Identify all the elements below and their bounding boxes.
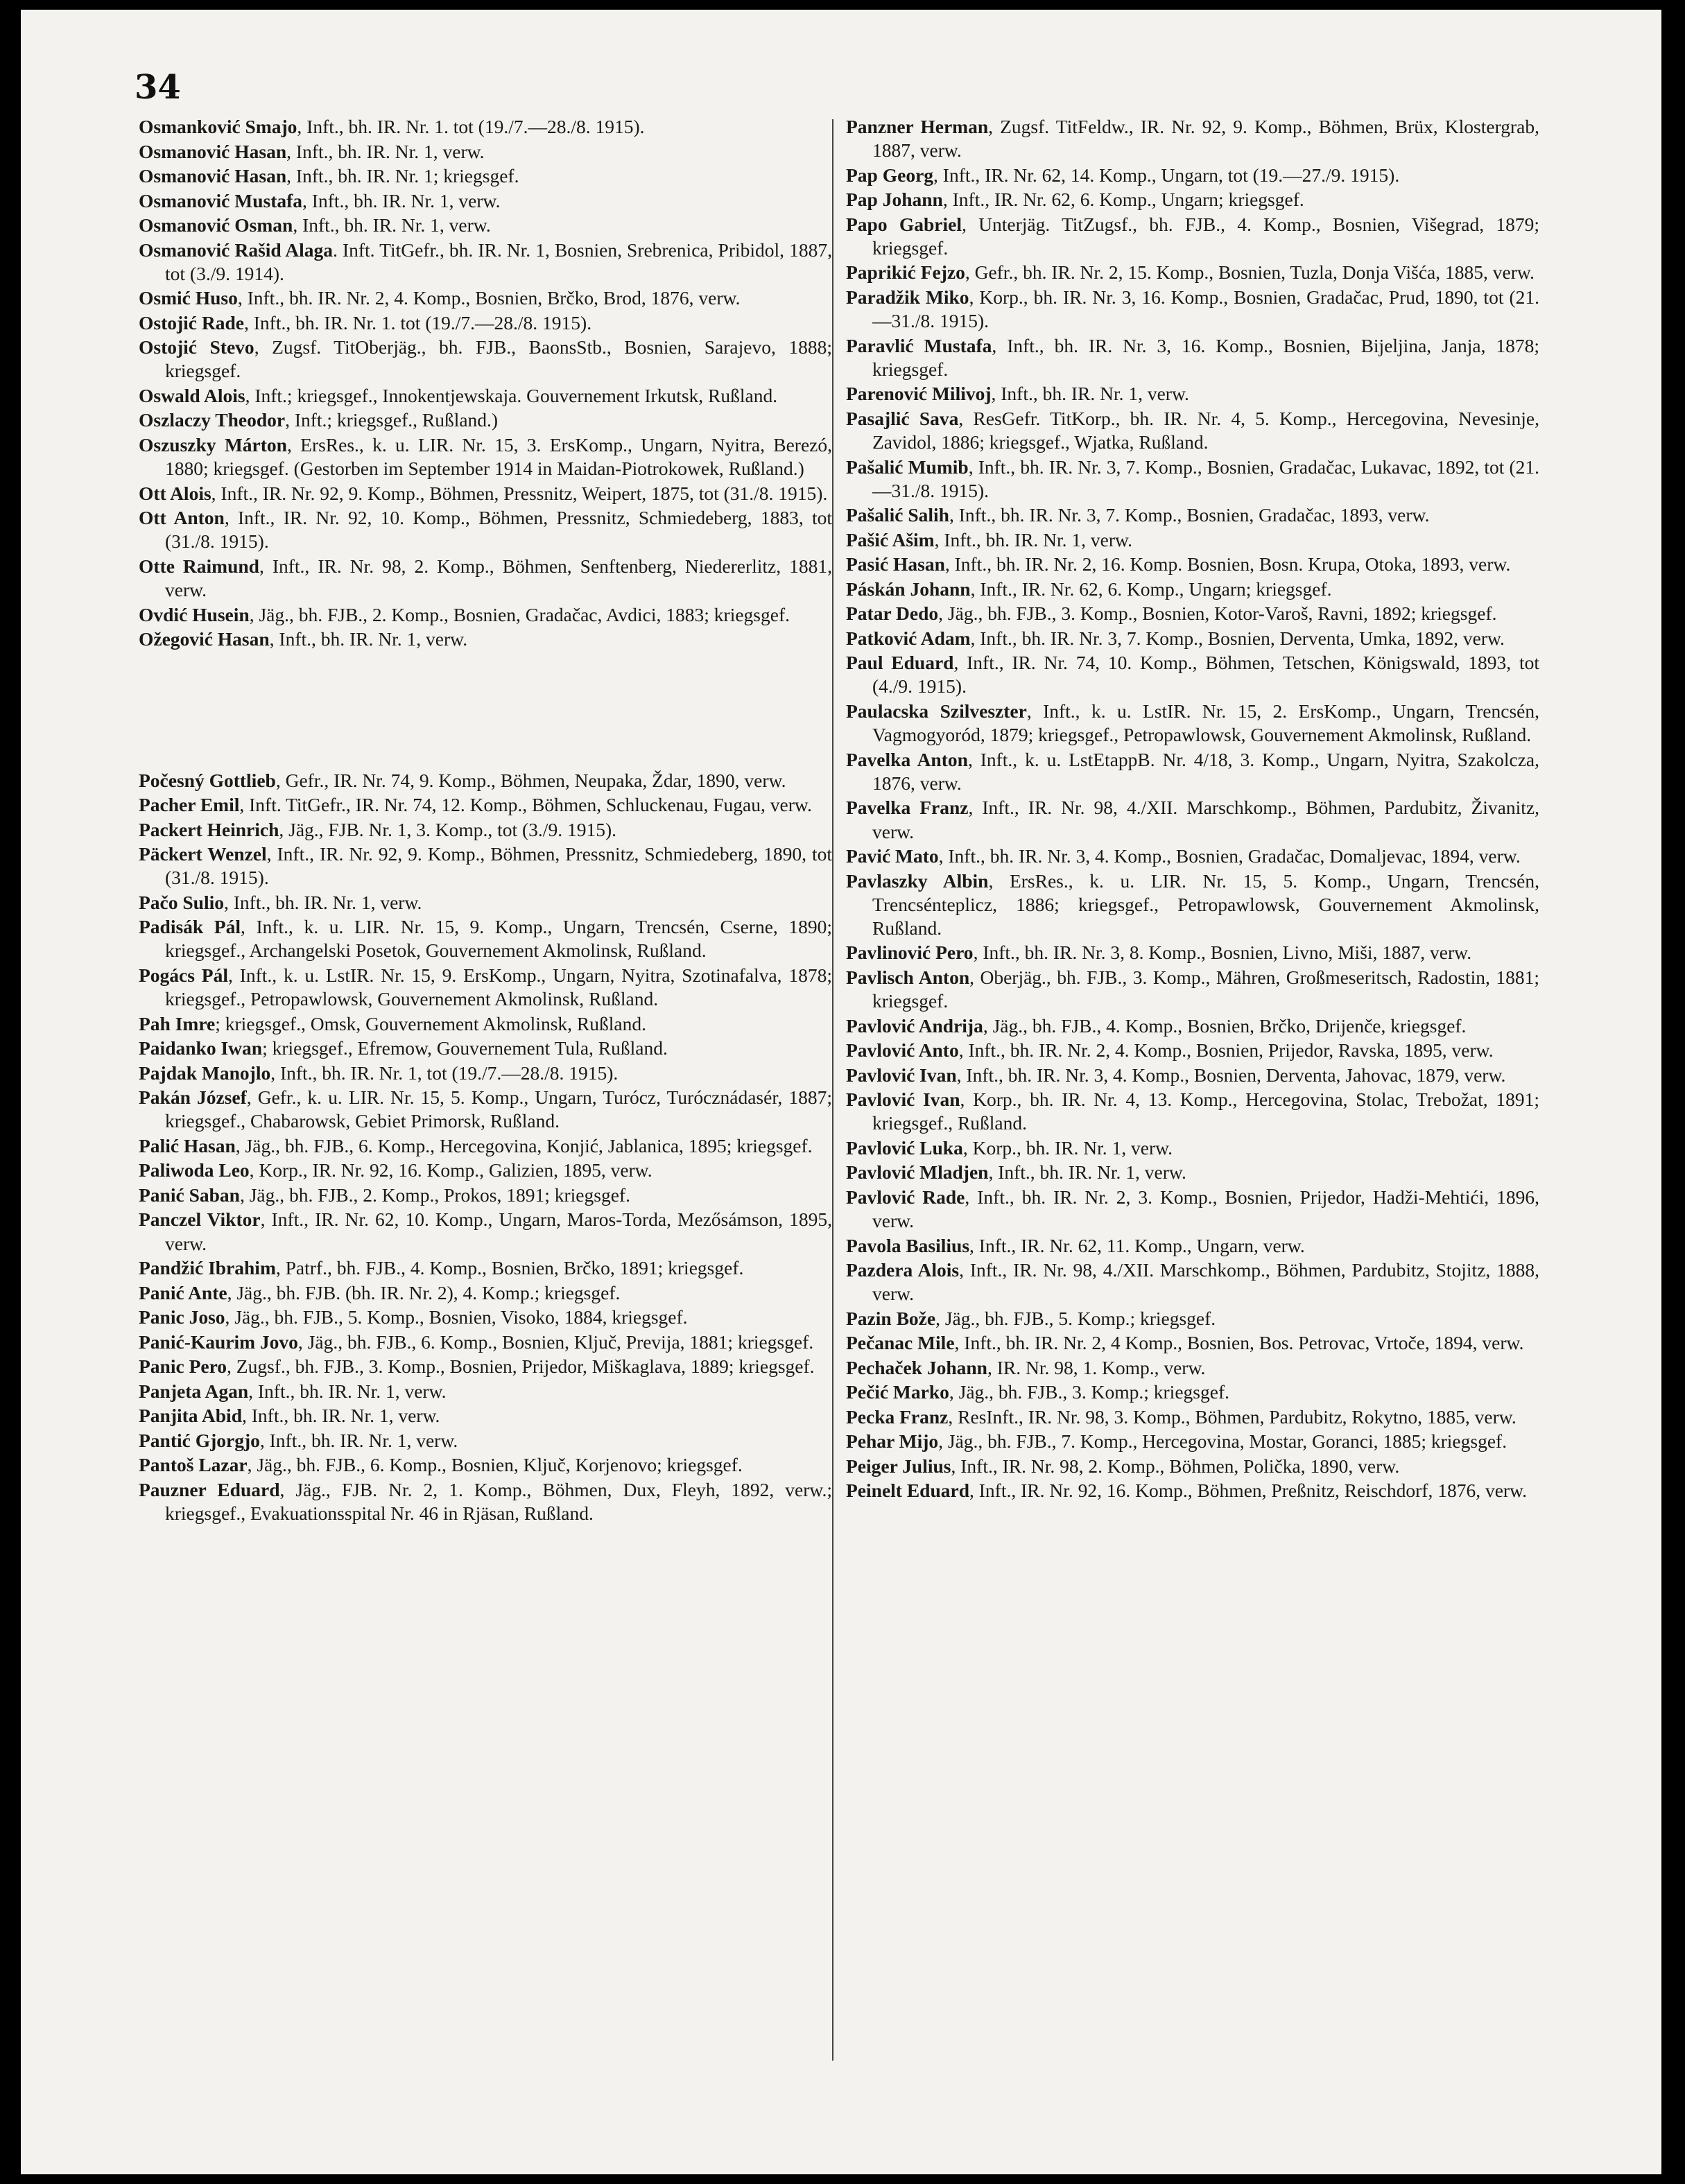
entry-name: Paliwoda Leo: [139, 1159, 250, 1181]
entry-detail: , Inft., IR. Nr. 98, 4./XII. Marschkomp., Böhmen, Pardubitz, Stojitz, 1888, verw.: [872, 1259, 1539, 1305]
entry-name: Panić Saban: [139, 1184, 240, 1206]
list-entry: [139, 818, 832, 842]
list-entry: [139, 506, 832, 553]
entry-detail: , Inft., bh. IR. Nr. 1, verw.: [286, 140, 485, 162]
list-entry: [846, 1014, 1539, 1038]
entry-name: Pavola Basilius: [846, 1234, 970, 1256]
entry-name: Ott Alois: [139, 482, 211, 504]
list-entry: [846, 1039, 1539, 1062]
entry-detail: , Jäg., bh. FJB. (bh. IR. Nr. 2), 4. Komp.; kriegsgef.: [227, 1281, 621, 1303]
entry-name: Panić-Kaurim Jovo: [139, 1331, 298, 1353]
list-entry: [846, 286, 1539, 333]
entry-detail: , Inft., bh. IR. Nr. 3, 7. Komp., Bosnien, Derventa, Umka, 1892, verw.: [970, 627, 1505, 649]
list-entry: [846, 966, 1539, 1013]
entry-name: Pasić Hasan: [846, 553, 945, 575]
entry-name: Pacher Emil: [139, 794, 240, 816]
list-entry: [139, 433, 832, 480]
list-entry: [846, 1161, 1539, 1184]
right-column: [846, 115, 1539, 1504]
list-entry: [846, 382, 1539, 406]
list-entry: [846, 115, 1539, 162]
list-entry: [846, 1380, 1539, 1404]
entry-name: Paprikić Fejzo: [846, 261, 965, 284]
entry-name: Pah Imre: [139, 1012, 216, 1034]
list-entry: [139, 1061, 832, 1085]
entry-name: Paulacska Szilveszter: [846, 700, 1027, 722]
entry-name: Pavelka Franz: [846, 797, 969, 819]
list-entry: [846, 1307, 1539, 1331]
entry-name: Pauzner Eduard: [139, 1478, 280, 1500]
entry-detail: , Inft. TitGefr., IR. Nr. 74, 12. Komp., Böhmen, Schluckenau, Fugau, verw.: [239, 794, 812, 816]
entry-name: Pazdera Alois: [846, 1259, 960, 1281]
entry-detail: ; kriegsgef., Efremow, Gouvernement Tula, Rußland.: [262, 1037, 668, 1059]
list-entry: [139, 189, 832, 213]
entry-name: Oszlaczy Theodor: [139, 409, 286, 431]
section-gap: [139, 652, 832, 769]
entry-detail: , ResGefr. TitKorp., bh. IR. Nr. 4, 5. Komp., Hercegovina, Nevesinje, Zavidol, 1886; kriegsgef., Wjatka, Rußland.: [872, 407, 1539, 453]
entry-name: Pavlović Rade: [846, 1186, 965, 1208]
entry-detail: , Inft., k. u. LIR. Nr. 15, 9. Komp., Ungarn, Trencsén, Cserne, 1890; kriegsgef., Archangelski Posetok, Gouvernement Akmolinsk, Rußland.: [165, 916, 832, 962]
list-entry: [846, 844, 1539, 868]
list-entry: [139, 842, 832, 890]
entry-detail: , Jäg., bh. FJB., 6. Komp., Bosnien, Ključ, Korjenovo; kriegsgef.: [247, 1454, 743, 1476]
entry-detail: , Gefr., k. u. LIR. Nr. 15, 5. Komp., Ungarn, Turócz, Turócznádasér, 1887; kriegsgef., Chabarowsk, Gebiet Primorsk, Rußland.: [165, 1086, 832, 1132]
document-page: [21, 10, 1661, 2174]
entry-detail: , Jäg., bh. FJB., 2. Komp., Prokos, 1891; kriegsgef.: [239, 1184, 630, 1206]
entry-detail: , Inft., IR. Nr. 74, 10. Komp., Böhmen, Tetschen, Königswald, 1893, tot (4./9. 1915).: [872, 652, 1539, 697]
entry-name: Ott Anton: [139, 507, 225, 529]
list-entry: [139, 1037, 832, 1060]
list-entry: [139, 627, 832, 651]
entry-detail: , Inft., IR. Nr. 92, 9. Komp., Böhmen, Pressnitz, Schmiedeberg, 1890, tot (31./8. 1915).: [165, 843, 832, 889]
entry-detail: , Inft., bh. IR. Nr. 1, verw.: [293, 214, 491, 236]
entry-name: Pajdak Manojlo: [139, 1061, 271, 1084]
entry-detail: , Jäg., bh. FJB., 4. Komp., Bosnien, Brčko, Drijenče, kriegsgef.: [983, 1014, 1467, 1037]
entry-detail: , Jäg., FJB. Nr. 2, 1. Komp., Böhmen, Dux, Fleyh, 1892, verw.; kriegsgef., Evakuationsspital Nr. 46 in Rjäsan, Rußland.: [165, 1478, 832, 1524]
entry-name: Ostojić Stevo: [139, 336, 254, 358]
list-entry: [846, 578, 1539, 601]
entry-name: Pavlović Andrija: [846, 1014, 983, 1037]
list-entry: [846, 748, 1539, 795]
column-divider: [832, 119, 833, 2061]
entry-name: Osmanović Hasan: [139, 165, 287, 187]
entry-name: Osmanović Osman: [139, 214, 293, 236]
entry-detail: , Gefr., bh. IR. Nr. 2, 15. Komp., Bosnien, Tuzla, Donja Višća, 1885, verw.: [965, 261, 1535, 284]
entry-detail: , Jäg., bh. FJB., 6. Komp., Bosnien, Ključ, Previja, 1881; kriegsgef.: [297, 1331, 814, 1353]
list-entry: [846, 627, 1539, 650]
entry-name: Panjeta Agan: [139, 1380, 249, 1402]
entry-name: Pavlović Ivan: [846, 1064, 957, 1086]
list-entry: [139, 384, 832, 408]
entry-detail: , Inft., bh. IR. Nr. 3, 16. Komp., Bosnien, Bijeljina, Janja, 1878; kriegsgef.: [872, 334, 1539, 380]
entry-name: Paul Eduard: [846, 652, 954, 674]
entry-detail: . Inft. TitGefr., bh. IR. Nr. 1, Bosnien, Srebrenica, Pribidol, 1887, tot (3./9. 1914).: [165, 239, 832, 284]
entry-detail: , Inft., bh. IR. Nr. 2, 4. Komp., Bosnien, Brčko, Brod, 1876, verw.: [237, 287, 741, 309]
entry-detail: , Inft., bh. IR. Nr. 1. tot (19./7.—28./8. 1915).: [244, 311, 592, 333]
entry-detail: , IR. Nr. 98, 1. Komp., verw.: [987, 1356, 1206, 1378]
entry-detail: , Unterjäg. TitZugsf., bh. FJB., 4. Komp., Bosnien, Višegrad, 1879; kriegsgef.: [872, 213, 1539, 259]
entry-detail: , Inft., bh. IR. Nr. 3, 4. Komp., Bosnien, Gradačac, Domaljevac, 1894, verw.: [938, 845, 1521, 867]
entry-name: Osmanović Mustafa: [139, 189, 303, 211]
entry-detail: , Korp., bh. IR. Nr. 1, verw.: [962, 1136, 1173, 1159]
list-entry: [846, 407, 1539, 454]
list-entry: [846, 941, 1539, 964]
entry-name: Osmanović Hasan: [139, 140, 287, 162]
list-entry: [139, 603, 832, 627]
list-entry: [139, 1208, 832, 1255]
entry-detail: , Inft., bh. IR. Nr. 1, verw.: [988, 1161, 1186, 1184]
entry-detail: , Oberjäg., bh. FJB., 3. Komp., Mähren, Großmeseritsch, Radostin, 1881; kriegsgef.: [872, 966, 1540, 1012]
entry-detail: , Inft., IR. Nr. 92, 10. Komp., Böhmen, Pressnitz, Schmiedeberg, 1883, tot (31./8. 1915).: [165, 507, 832, 553]
entry-detail: , Inft., bh. IR. Nr. 3, 7. Komp., Bosnien, Gradačac, Lukavac, 1892, tot (21.—31./8. 1915).: [872, 456, 1539, 501]
list-entry: [846, 1405, 1539, 1429]
entry-detail: , Inft., bh. IR. Nr. 3, 7. Komp., Bosnien, Gradačac, 1893, verw.: [949, 504, 1430, 526]
entry-detail: , Jäg., bh. FJB., 3. Komp., Bosnien, Kotor-Varoš, Ravni, 1892; kriegsgef.: [938, 603, 1497, 625]
entry-detail: , Inft., bh. IR. Nr. 2, 4 Komp., Bosnien, Bos. Petrovac, Vrtoče, 1894, verw.: [954, 1332, 1524, 1354]
entry-name: Panjita Abid: [139, 1405, 242, 1427]
list-entry: [846, 1356, 1539, 1380]
entry-detail: , Jäg., FJB. Nr. 1, 3. Komp., tot (3./9. 1915).: [279, 818, 616, 840]
entry-name: Pandžić Ibrahim: [139, 1257, 276, 1279]
entry-name: Pap Johann: [846, 189, 943, 211]
left-column: [139, 115, 832, 1526]
list-entry: [846, 1455, 1539, 1478]
entry-name: Pavlović Anto: [846, 1039, 959, 1061]
entry-name: Pavelka Anton: [846, 748, 968, 770]
entry-name: Pavić Mato: [846, 845, 939, 867]
entry-name: Patar Dedo: [846, 603, 939, 625]
list-entry: [846, 796, 1539, 843]
entry-name: Pap Georg: [846, 164, 934, 186]
entry-name: Peinelt Eduard: [846, 1480, 969, 1502]
entry-name: Pogács Pál: [139, 964, 228, 986]
entry-detail: , Inft., bh. IR. Nr. 3, 8. Komp., Bosnien, Livno, Miši, 1887, verw.: [973, 942, 1472, 964]
list-entry: [139, 482, 832, 505]
entry-name: Papo Gabriel: [846, 213, 962, 235]
entry-detail: , Korp., bh. IR. Nr. 3, 16. Komp., Bosnien, Gradačac, Prud, 1890, tot (21.—31./8. 1915).: [872, 286, 1539, 332]
list-entry: [846, 602, 1539, 625]
entry-detail: , Jäg., bh. FJB., 6. Komp., Hercegovina, Konjić, Jablanica, 1895; kriegsgef.: [235, 1134, 813, 1156]
list-entry: [846, 869, 1539, 941]
entry-detail: , Jäg., bh. FJB., 2. Komp., Bosnien, Gradačac, Avdici, 1883; kriegsgef.: [249, 603, 790, 625]
entry-name: Pecka Franz: [846, 1405, 949, 1428]
entry-detail: , Patrf., bh. FJB., 4. Komp., Bosnien, Brčko, 1891; kriegsgef.: [275, 1257, 744, 1279]
list-entry: [139, 1134, 832, 1158]
list-entry: [846, 261, 1539, 284]
list-entry: [139, 1429, 832, 1453]
list-entry: [139, 1306, 832, 1329]
entry-detail: , Inft., bh. IR. Nr. 1, verw.: [248, 1380, 447, 1402]
list-entry: [139, 1355, 832, 1378]
entry-detail: , Jäg., bh. FJB., 3. Komp.; kriegsgef.: [949, 1381, 1229, 1403]
entry-name: Pečić Marko: [846, 1381, 949, 1403]
entry-detail: , Inft., bh. IR. Nr. 1, verw.: [934, 528, 1132, 551]
entry-detail: , Inft., IR. Nr. 98, 4./XII. Marschkomp., Böhmen, Pardubitz, Živanitz, verw.: [872, 797, 1539, 842]
entry-detail: , Inft., IR. Nr. 62, 11. Komp., Ungarn, verw.: [969, 1234, 1305, 1256]
entry-detail: , Inft., bh. IR. Nr. 1, tot (19./7.—28./8. 1915).: [270, 1061, 619, 1084]
entry-detail: , Inft., bh. IR. Nr. 1, verw.: [242, 1405, 440, 1427]
list-entry: [139, 555, 832, 602]
entry-name: Panić Ante: [139, 1281, 227, 1303]
entry-detail: , Inft., bh. IR. Nr. 1, verw.: [302, 189, 501, 211]
entry-detail: , Zugsf. TitFeldw., IR. Nr. 92, 9. Komp., Böhmen, Brüx, Klostergrab, 1887, verw.: [872, 116, 1539, 162]
entry-detail: , Zugsf., bh. FJB., 3. Komp., Bosnien, Prijedor, Miškaglava, 1889; kriegsgef.: [227, 1355, 815, 1378]
entry-name: Pašić Ašim: [846, 528, 935, 551]
entry-name: Päckert Wenzel: [139, 843, 267, 865]
list-entry: [139, 1086, 832, 1133]
entry-name: Osmanović Rašid Alaga: [139, 239, 334, 261]
list-entry: [846, 1331, 1539, 1355]
entry-name: Pantić Gjorgjo: [139, 1429, 260, 1451]
entry-name: Peiger Julius: [846, 1455, 951, 1477]
entry-detail: , ErsRes., k. u. LIR. Nr. 15, 5. Komp., Ungarn, Trencsén, Trencsénteplicz, 1886; kriegsgef., Petropawlowsk, Gouvernement Akmolinsk, Rußland.: [872, 869, 1539, 939]
list-entry: [139, 286, 832, 310]
list-entry: [139, 214, 832, 237]
list-entry: [846, 334, 1539, 381]
entry-detail: , Inft., k. u. LstIR. Nr. 15, 2. ErsKomp., Ungarn, Trencsén, Vagmogyoród, 1879; kriegsgef., Petropawlowsk, Gouvernement Akmolinsk, Rußland.: [872, 700, 1539, 746]
entry-detail: , Inft., bh. IR. Nr. 2, 3. Komp., Bosnien, Prijedor, Hadži-Mehtići, 1896, verw.: [872, 1186, 1539, 1232]
entry-name: Ožegović Hasan: [139, 628, 270, 650]
list-entry: [139, 239, 832, 286]
list-entry: [846, 1064, 1539, 1087]
entry-name: Paradžik Miko: [846, 286, 969, 308]
list-entry: [139, 1404, 832, 1428]
list-entry: [846, 553, 1539, 576]
entry-name: Pechaček Johann: [846, 1356, 987, 1378]
list-entry: [139, 1331, 832, 1354]
list-entry: [139, 1380, 832, 1403]
entry-name: Pehar Mijo: [846, 1430, 939, 1453]
entry-detail: ; kriegsgef., Omsk, Gouvernement Akmolinsk, Rußland.: [215, 1012, 646, 1034]
entry-name: Pasajlić Sava: [846, 407, 959, 429]
entry-name: Pavlinović Pero: [846, 942, 974, 964]
list-entry: [139, 891, 832, 915]
list-entry: [846, 1186, 1539, 1233]
list-entry: [846, 700, 1539, 747]
list-entry: [846, 503, 1539, 527]
entry-name: Palić Hasan: [139, 1134, 236, 1156]
entry-detail: , Inft., bh. IR. Nr. 1; kriegsgef.: [286, 165, 519, 187]
list-entry: [846, 1258, 1539, 1306]
entry-name: Pačo Sulio: [139, 891, 224, 913]
entry-name: Osmanković Smajo: [139, 116, 297, 137]
entry-detail: , ErsRes., k. u. LIR. Nr. 15, 3. ErsKomp., Ungarn, Nyitra, Berezó, 1880; kriegsgef. (Gestorben im September 1914 in Maidan-Piotrokowek, Rußland.): [165, 433, 832, 480]
list-entry: [139, 336, 832, 383]
entry-name: Ostojić Rade: [139, 311, 244, 333]
entry-detail: , Korp., IR. Nr. 92, 16. Komp., Galizien, 1895, verw.: [249, 1159, 653, 1181]
entry-detail: , Jäg., bh. FJB., 5. Komp., Bosnien, Visoko, 1884, kriegsgef.: [225, 1306, 688, 1328]
entry-detail: , Inft., IR. Nr. 92, 16. Komp., Böhmen, Preßnitz, Reischdorf, 1876, verw.: [969, 1480, 1528, 1502]
entry-detail: , Inft., IR. Nr. 62, 10. Komp., Ungarn, Maros-Torda, Mezősámson, 1895, verw.: [165, 1208, 832, 1254]
entry-detail: , Inft., IR. Nr. 62, 6. Komp., Ungarn; kriegsgef.: [942, 189, 1304, 211]
entry-detail: , Inft., bh. IR. Nr. 1, verw.: [269, 628, 468, 650]
entry-name: Patković Adam: [846, 627, 971, 649]
entry-name: Ovdić Husein: [139, 603, 250, 625]
entry-detail: , Inft., IR. Nr. 98, 2. Komp., Böhmen, Polička, 1890, verw.: [951, 1455, 1400, 1477]
list-entry: [139, 164, 832, 188]
list-entry: [846, 213, 1539, 260]
entry-name: Páskán Johann: [846, 578, 971, 600]
entry-detail: , Inft., bh. IR. Nr. 1, verw.: [224, 891, 422, 913]
entry-name: Panczel Viktor: [139, 1208, 261, 1231]
entry-detail: , Inft., k. u. LstIR. Nr. 15, 9. ErsKomp., Ungarn, Nyitra, Szotinafalva, 1878; kriegsgef., Petropawlowsk, Gouvernement Akmolinsk, Rußland.: [165, 964, 832, 1010]
entry-name: Panic Joso: [139, 1306, 225, 1328]
page-number: 34: [135, 68, 181, 107]
list-entry: [846, 188, 1539, 211]
entry-name: Pavlović Ivan: [846, 1089, 960, 1111]
list-entry: [846, 1479, 1539, 1502]
list-entry: [846, 528, 1539, 552]
list-entry: [139, 915, 832, 962]
entry-name: Paravlić Mustafa: [846, 334, 992, 356]
entry-name: Pakán József: [139, 1086, 247, 1109]
entry-detail: , Inft., bh. IR. Nr. 2, 4. Komp., Bosnien, Prijedor, Ravska, 1895, verw.: [958, 1039, 1494, 1061]
entry-detail: , Inft.; kriegsgef., Innokentjewskaja. Gouvernement Irkutsk, Rußland.: [245, 384, 778, 406]
entry-name: Pantoš Lazar: [139, 1454, 248, 1476]
list-entry: [139, 1478, 832, 1525]
list-entry: [139, 1012, 832, 1036]
entry-name: Pazin Bože: [846, 1307, 936, 1329]
list-entry: [846, 456, 1539, 503]
list-entry: [139, 140, 832, 164]
entry-detail: , Jäg., bh. FJB., 7. Komp., Hercegovina, Mostar, Goranci, 1885; kriegsgef.: [938, 1430, 1507, 1453]
list-entry: [139, 793, 832, 817]
list-entry: [139, 1159, 832, 1182]
entry-name: Panic Pero: [139, 1355, 227, 1378]
list-entry: [846, 1430, 1539, 1453]
entry-name: Paidanko Iwan: [139, 1037, 263, 1059]
list-entry: [846, 1234, 1539, 1258]
entry-detail: , Inft., bh. IR. Nr. 3, 4. Komp., Bosnien, Derventa, Jahovac, 1879, verw.: [956, 1064, 1506, 1086]
entry-detail: , Inft., IR. Nr. 62, 14. Komp., Ungarn, tot (19.—27./9. 1915).: [933, 164, 1400, 186]
entry-name: Oswald Alois: [139, 384, 245, 406]
entry-detail: , Inft., k. u. LstEtappB. Nr. 4/18, 3. Komp., Ungarn, Nyitra, Szakolcza, 1876, verw.: [872, 748, 1539, 794]
entry-detail: , Inft., bh. IR. Nr. 2, 16. Komp. Bosnien, Bosn. Krupa, Otoka, 1893, verw.: [944, 553, 1511, 575]
entry-name: Panzner Herman: [846, 116, 989, 137]
entry-detail: , Inft., IR. Nr. 92, 9. Komp., Böhmen, Pressnitz, Weipert, 1875, tot (31./8. 1915).: [211, 482, 828, 504]
entry-name: Pavlović Luka: [846, 1136, 963, 1159]
entry-name: Pašalić Mumib: [846, 456, 969, 478]
list-entry: [139, 1453, 832, 1477]
list-entry: [139, 769, 832, 792]
entry-detail: , Inft., IR. Nr. 98, 2. Komp., Böhmen, Senftenberg, Niedererlitz, 1881, verw.: [165, 555, 833, 601]
list-entry: [846, 1088, 1539, 1135]
entry-detail: , ResInft., IR. Nr. 98, 3. Komp., Böhmen, Pardubitz, Rokytno, 1885, verw.: [948, 1405, 1516, 1428]
list-entry: [139, 1256, 832, 1280]
list-entry: [139, 115, 832, 139]
entry-detail: , Inft.; kriegsgef., Rußland.): [285, 409, 499, 431]
list-entry: [846, 164, 1539, 187]
entry-name: Pavlisch Anton: [846, 966, 970, 988]
entry-name: Parenović Milivoj: [846, 383, 992, 405]
list-entry: [846, 1136, 1539, 1160]
entry-detail: , Gefr., IR. Nr. 74, 9. Komp., Böhmen, Neupaka, Ždar, 1890, verw.: [275, 769, 786, 791]
list-entry: [139, 311, 832, 335]
entry-detail: , Korp., bh. IR. Nr. 4, 13. Komp., Hercegovina, Stolac, Trebožat, 1891; kriegsgef., Rußland.: [872, 1089, 1539, 1134]
entry-name: Packert Heinrich: [139, 818, 279, 840]
list-entry: [139, 1281, 832, 1305]
entry-name: Pavlaszky Albin: [846, 869, 989, 892]
entry-detail: , Inft., bh. IR. Nr. 1, verw.: [259, 1429, 458, 1451]
entry-name: Pašalić Salih: [846, 504, 949, 526]
list-entry: [139, 1184, 832, 1207]
entry-name: Otte Raimund: [139, 555, 259, 577]
list-entry: [139, 964, 832, 1011]
entry-name: Padisák Pál: [139, 916, 241, 938]
entry-name: Počesný Gottlieb: [139, 769, 276, 791]
entry-name: Pavlović Mladjen: [846, 1161, 989, 1184]
list-entry: [139, 408, 832, 432]
entry-detail: , Inft., bh. IR. Nr. 1. tot (19./7.—28./8. 1915).: [297, 116, 645, 137]
entry-detail: , Zugsf. TitOberjäg., bh. FJB., BaonsStb., Bosnien, Sarajevo, 1888; kriegsgef.: [165, 336, 833, 382]
entry-name: Pečanac Mile: [846, 1332, 955, 1354]
entry-name: Osmić Huso: [139, 287, 238, 309]
entry-name: Oszuszky Márton: [139, 433, 287, 456]
entry-detail: , Inft., bh. IR. Nr. 1, verw.: [991, 383, 1189, 405]
list-entry: [846, 651, 1539, 698]
entry-detail: , Inft., IR. Nr. 62, 6. Komp., Ungarn; kriegsgef.: [970, 578, 1332, 600]
entry-detail: , Jäg., bh. FJB., 5. Komp.; kriegsgef.: [935, 1307, 1216, 1329]
